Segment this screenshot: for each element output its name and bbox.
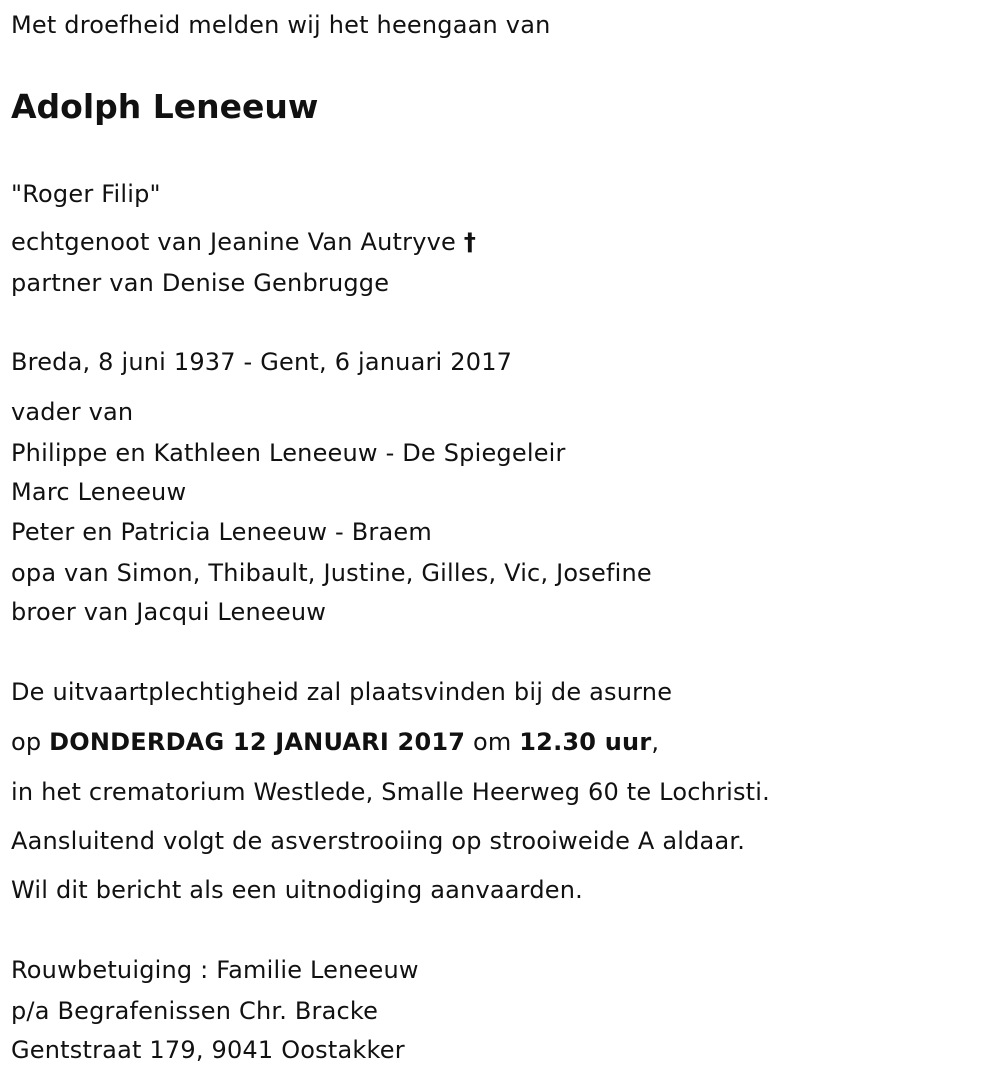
condolence-line: p/a Begrafenissen Chr. Bracke: [11, 997, 379, 1025]
funeral-intro: De uitvaartplechtigheid zal plaatsvinden bij de asurne: [11, 678, 673, 706]
funeral-after: Aansluitend volgt de asverstrooiing op strooiweide A aldaar.: [11, 827, 746, 855]
family-line: opa van Simon, Thibault, Justine, Gilles, Vic, Josefine: [11, 559, 652, 587]
family-line: broer van Jacqui Leneeuw: [11, 598, 327, 626]
funeral-time: 12.30 uur: [519, 728, 652, 756]
op-text: op: [11, 728, 50, 756]
spouse-line: [11, 226, 476, 258]
partner-line: partner van Denise Genbrugge: [11, 269, 390, 297]
intro-text: Met droefheid melden wij het heengaan van: [11, 11, 551, 39]
family-line: Peter en Patricia Leneeuw - Braem: [11, 518, 432, 546]
nickname: "Roger Filip": [11, 180, 161, 208]
family-line: vader van: [11, 398, 134, 426]
funeral-datetime: [11, 726, 659, 758]
family-line: Philippe en Kathleen Leneeuw - De Spiegeleir: [11, 439, 566, 467]
family-line: Marc Leneeuw: [11, 478, 187, 506]
cross-icon: †: [463, 228, 477, 256]
spouse-text: echtgenoot van Jeanine Van Autryve: [11, 228, 456, 256]
deceased-name: Adolph Leneeuw: [11, 87, 319, 126]
comma: ,: [651, 728, 660, 756]
funeral-invite: Wil dit bericht als een uitnodiging aanvaarden.: [11, 876, 583, 904]
condolence-line: Gentstraat 179, 9041 Oostakker: [11, 1036, 405, 1064]
om-text: om: [465, 728, 520, 756]
funeral-location: in het crematorium Westlede, Smalle Heerweg 60 te Lochristi.: [11, 778, 770, 806]
funeral-day: DONDERDAG 12 JANUARI 2017: [49, 728, 466, 756]
birth-death-dates: Breda, 8 juni 1937 - Gent, 6 januari 2017: [11, 348, 513, 376]
condolence-line: Rouwbetuiging : Familie Leneeuw: [11, 956, 419, 984]
